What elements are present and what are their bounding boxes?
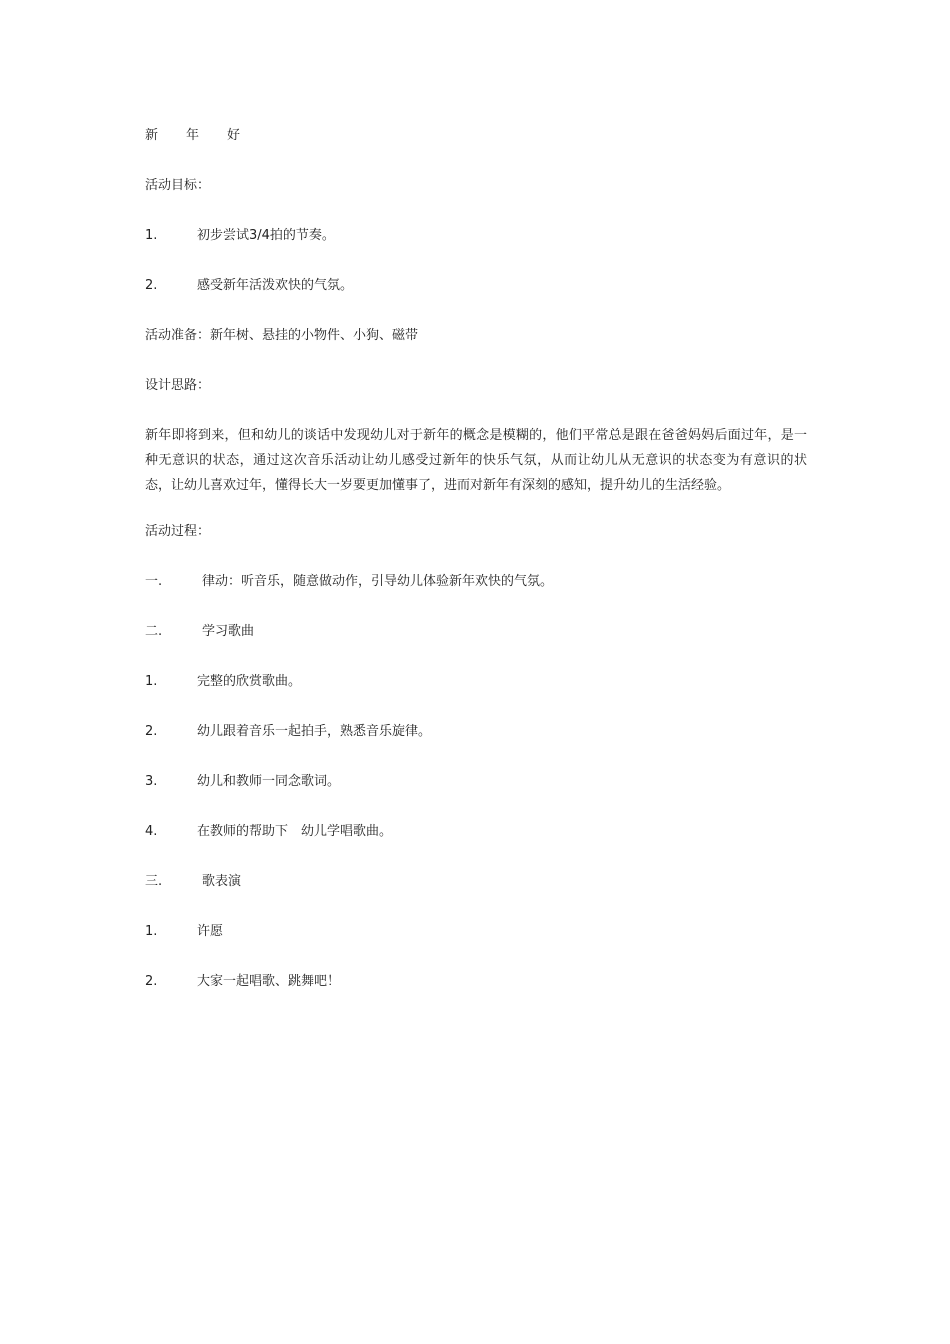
prep-line: 活动准备：新年树、悬挂的小物件、小狗、磁带 bbox=[145, 328, 419, 343]
goal-item bbox=[145, 277, 807, 295]
document-title bbox=[145, 127, 807, 145]
goal-item bbox=[145, 227, 807, 245]
section-item bbox=[145, 823, 807, 841]
goal-text: 初步尝试3/4拍的节奏。 bbox=[197, 228, 335, 243]
item-number: 2. bbox=[145, 724, 158, 739]
process-section bbox=[145, 623, 807, 641]
section-text: 学习歌曲 bbox=[202, 624, 255, 639]
section-item bbox=[145, 773, 807, 791]
item-text: 大家一起唱歌、跳舞吧！ bbox=[197, 974, 341, 989]
title-char: 新 bbox=[145, 128, 159, 143]
section-number: 一. bbox=[145, 574, 163, 589]
item-number: 1. bbox=[145, 924, 158, 939]
item-number: 1. bbox=[145, 674, 158, 689]
item-number: 2. bbox=[145, 974, 158, 989]
title-char: 年 bbox=[186, 128, 200, 143]
goal-number: 1. bbox=[145, 228, 158, 243]
title-char: 好 bbox=[227, 128, 241, 143]
item-text: 幼儿跟着音乐一起拍手，熟悉音乐旋律。 bbox=[197, 724, 432, 739]
item-text: 幼儿和教师一同念歌词。 bbox=[197, 774, 341, 789]
item-text: 在教师的帮助下 幼儿学唱歌曲。 bbox=[197, 824, 393, 839]
design-heading: 设计思路： bbox=[145, 378, 211, 393]
item-text: 完整的欣赏歌曲。 bbox=[197, 674, 302, 689]
section-item bbox=[145, 973, 807, 991]
process-section bbox=[145, 573, 807, 591]
process-section bbox=[145, 873, 807, 891]
goal-number: 2. bbox=[145, 278, 158, 293]
section-number: 三. bbox=[145, 874, 163, 889]
item-text: 许愿 bbox=[197, 924, 224, 939]
section-item bbox=[145, 723, 807, 741]
section-text: 歌表演 bbox=[202, 874, 242, 889]
item-number: 4. bbox=[145, 824, 158, 839]
process-heading: 活动过程： bbox=[145, 524, 211, 539]
section-item bbox=[145, 923, 807, 941]
design-paragraph: 新年即将到来，但和幼儿的谈话中发现幼儿对于新年的概念是模糊的，他们平常总是跟在爸爸妈妈后面过年，是一种无意识的状态，通过这次音乐活动让幼儿感受过新年的快乐气氛，从而让幼儿从无意识的状态变为有意识的状态，让幼儿喜欢过年，懂得长大一岁要更加懂事了，进而对新年有深刻的感知，提升幼儿的生活经验。 bbox=[145, 428, 807, 493]
section-number: 二. bbox=[145, 624, 163, 639]
goal-text: 感受新年活泼欢快的气氛。 bbox=[197, 278, 354, 293]
section-item bbox=[145, 673, 807, 691]
item-number: 3. bbox=[145, 774, 158, 789]
document-page bbox=[145, 127, 807, 1023]
goals-heading: 活动目标： bbox=[145, 178, 211, 193]
section-text: 律动：听音乐，随意做动作，引导幼儿体验新年欢快的气氛。 bbox=[202, 574, 554, 589]
